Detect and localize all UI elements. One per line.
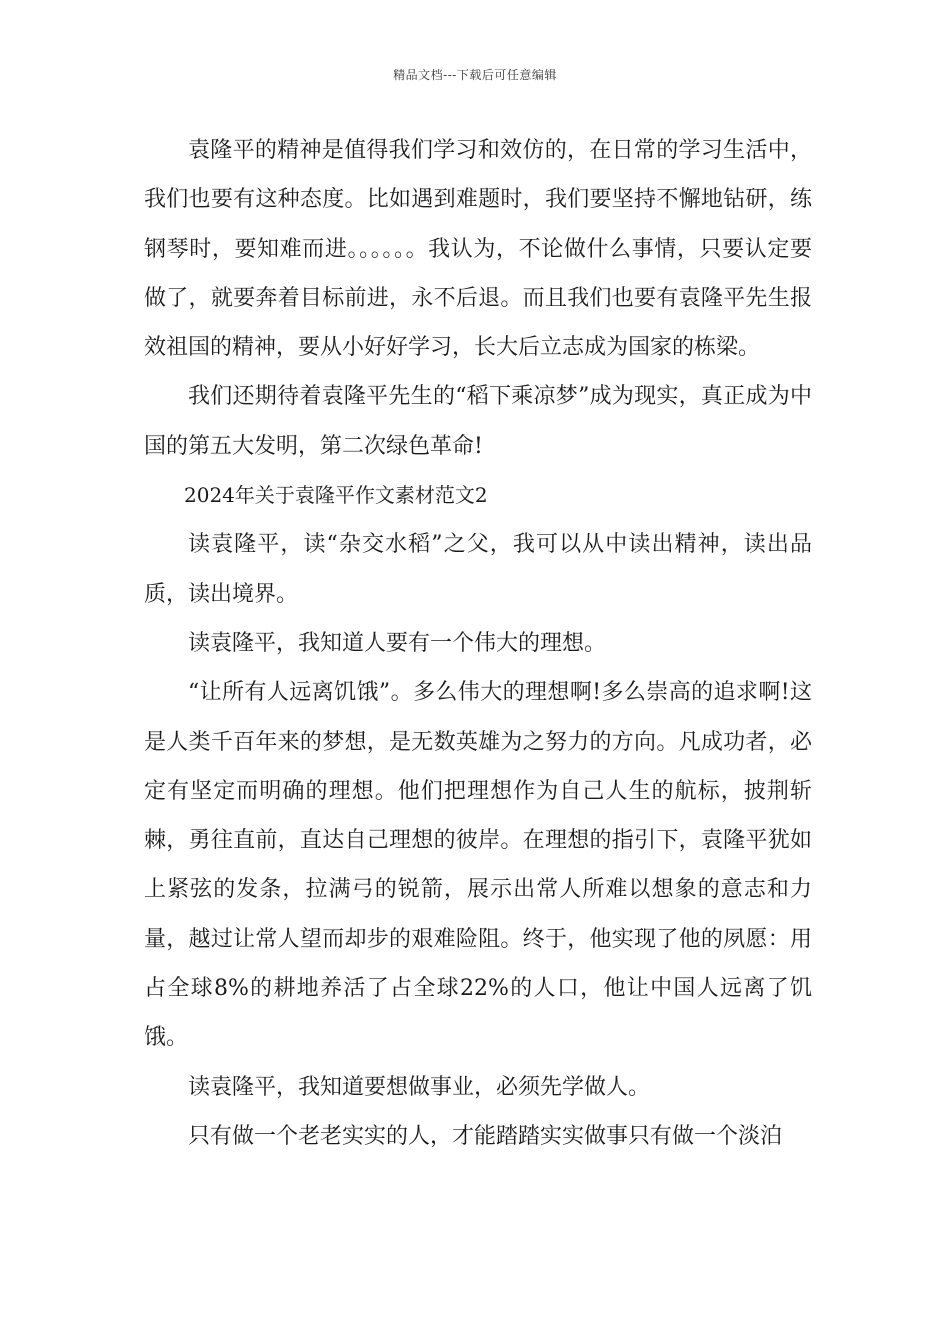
paragraph-ideal: 读袁隆平，我知道人要有一个伟大的理想。 [188, 630, 607, 656]
paragraph-reading: 读袁隆平，读“杂交水稻”之父，我可以从中读出精神，读出品质，读出境界。 [144, 532, 812, 607]
section-heading: 2024年关于袁隆平作文素材范文2 [184, 483, 488, 508]
document-body [144, 126, 812, 1161]
paragraph-spirit: 袁隆平的精神是值得我们学习和效仿的，在日常的学习生活中，我们也要有这种态度。比如遇到难题时，我们要坚持不懈地钻研，练钢琴时，要知难而进。。。。。。我认为，不论做什么事情，只要认定要做了，就要奔着目标前进，永不后退。而且我们也要有袁隆平先生报效祖国的精神，要从小好好学习，长大后立志成为国家的栋梁。 [144, 138, 812, 361]
paragraph-hunger: “让所有人远离饥饿”。多么伟大的理想啊!多么崇高的追求啊!这是人类千百年来的梦想，是无数英雄为之努力的方向。凡成功者，必定有坚定而明确的理想。他们把理想作为自己人生的航标，披荆斩棘，勇往直前，直达自己理想的彼岸。在理想的指引下，袁隆平犹如上紧弦的发条，拉满弓的锐箭，展示出常人所难以想象的意志和力量，越过让常人望而却步的艰难险阻。终于，他实现了他的夙愿：用占全球8%的耕地养活了占全球22%的人口，他让中国人远离了饥饿。 [144, 680, 812, 1051]
paragraph-dream: 我们还期待着袁隆平先生的“稻下乘凉梦”成为现实，真正成为中国的第五大发明，第二次绿色革命! [144, 384, 812, 459]
paragraph-career: 读袁隆平，我知道要想做事业，必须先学做人。 [188, 1074, 651, 1100]
page-header: 精品文档---下载后可任意编辑 [393, 68, 557, 82]
paragraph-honest: 只有做一个老老实实的人，才能踏踏实实做事只有做一个淡泊 [188, 1123, 783, 1149]
